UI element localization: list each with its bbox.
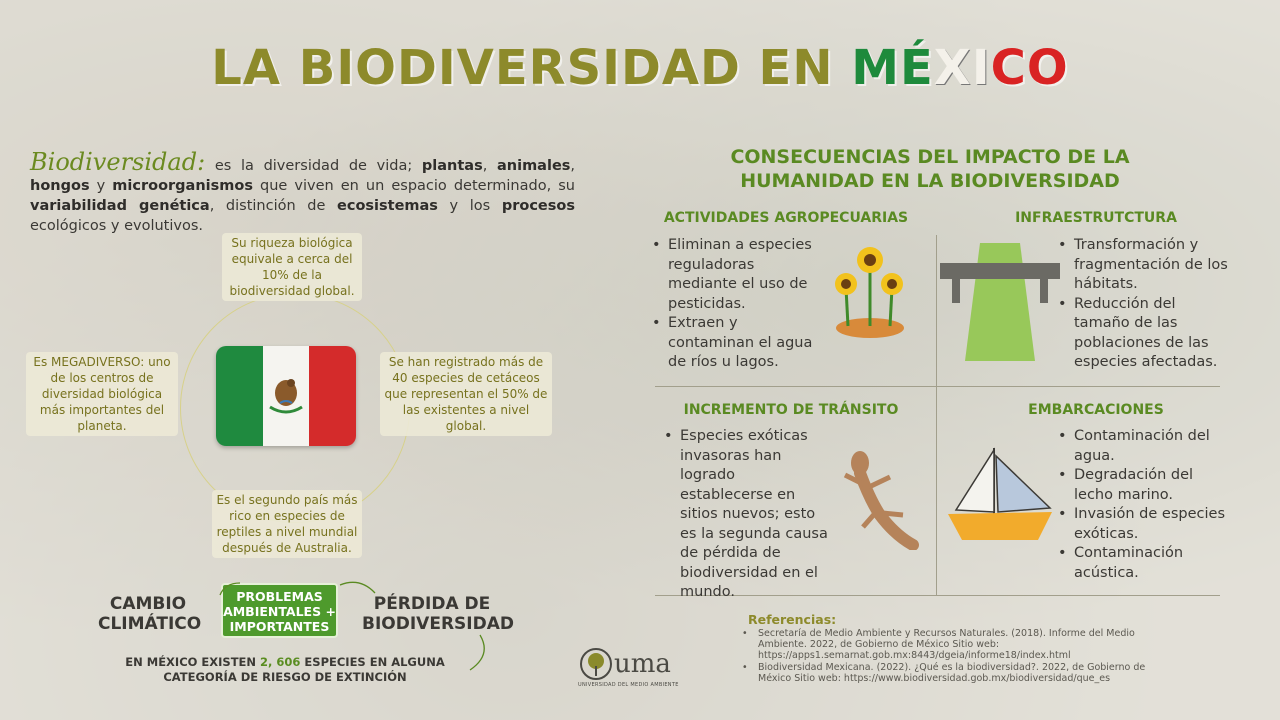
reference-item: • Secretaría de Medio Ambiente y Recursos Naturales. (2018). Informe del Medio Ambiente. 2022, de Gobierno de México Sitio web: https://apps1.semarnat.gob.mx:8443/dgeia/informe18/index.html [740, 628, 1160, 661]
title-letter: M [851, 40, 900, 96]
definition-bold: microorganismos [112, 178, 253, 194]
eagle-emblem-icon [266, 373, 306, 419]
transit-title: INCREMENTO DE TRÁNSITO [683, 402, 899, 418]
flag-green-stripe [216, 346, 263, 446]
definition-bold: procesos [501, 198, 575, 214]
agro-list [652, 236, 822, 373]
uma-logo-icon [578, 646, 703, 690]
logo-row [578, 646, 703, 682]
sailboat-icon [942, 446, 1057, 546]
definition-bold: ecosistemas [337, 198, 438, 214]
infra-title: INFRAESTRUTCTURA [1015, 210, 1177, 226]
risk-number: 2, 606 [260, 655, 301, 669]
title-letter: I [971, 40, 991, 96]
list-item: • Contaminación del agua. [1058, 427, 1228, 466]
definition-text: que viven en un espacio determinado, su [252, 178, 575, 194]
grid-divider-horizontal [655, 386, 1220, 387]
definition-paragraph [30, 148, 576, 236]
risk-text: ESPECIES EN ALGUNA CATEGORÍA DE RIESGO DE EXTINCIÓN [163, 655, 445, 684]
list-item: • Degradación del lecho marino. [1058, 466, 1228, 505]
gecko-icon [835, 445, 920, 550]
list-item: • Eliminan a especies reguladoras mediante el uso de pesticidas. [652, 236, 822, 314]
title-letter: É [900, 40, 934, 96]
list-item: • Invasión de especies exóticas. [1058, 505, 1228, 544]
page-title [0, 40, 1280, 96]
definition-text: ecológicos y evolutivos. [30, 218, 204, 234]
definition-term: Biodiversidad: [30, 148, 206, 176]
definition-bold: animales [497, 158, 571, 174]
definition-text: y [89, 178, 113, 194]
problems-box: PROBLEMAS AMBIENTALES + IMPORTANTES [221, 583, 338, 638]
definition-text: , distinción de [209, 198, 338, 214]
fact-bottom: Es el segundo país más rico en especies de reptiles a nivel mundial después de Australia. [212, 490, 362, 558]
definition-text: , [482, 158, 497, 174]
boats-list [1058, 427, 1228, 583]
reference-item: • Biodiversidad Mexicana. (2022). ¿Qué es la biodiversidad?. 2022, de Gobierno de México Sitio web: https://www.biodiversidad.gob.mx/biodiversidad/que_es [740, 662, 1160, 684]
highway-icon [940, 243, 1060, 363]
flag-white-stripe [263, 346, 310, 446]
sunflower-icon [830, 242, 910, 342]
extinction-risk-text [100, 655, 470, 685]
climate-change-label: CAMBIO CLIMÁTICO [98, 594, 202, 634]
boats-title: EMBARCACIONES [1028, 402, 1164, 418]
list-item: • Contaminación acústica. [1058, 544, 1228, 583]
definition-bold: hongos [30, 178, 90, 194]
infra-list [1058, 236, 1228, 373]
definition-text: , [570, 158, 576, 174]
definition-bold: plantas [421, 158, 483, 174]
grid-divider-vertical [936, 235, 937, 595]
consequences-title: CONSECUENCIAS DEL IMPACTO DE LA HUMANIDAD EN LA BIODIVERSIDAD [730, 146, 1130, 192]
list-item: • Reducción del tamaño de las poblaciones de las especies afectadas. [1058, 295, 1228, 373]
agro-title: ACTIVIDADES AGROPECUARIAS [663, 210, 909, 226]
tree-logo-icon [578, 646, 614, 682]
fact-right: Se han registrado más de 40 especies de cetáceos que representan el 50% de las existentes a nivel global. [380, 352, 552, 436]
title-letter: C [990, 40, 1027, 96]
references-title: Referencias: [748, 612, 837, 627]
risk-text: EN MÉXICO EXISTEN [125, 655, 261, 669]
references-list [740, 628, 1160, 685]
list-item: • Extraen y contaminan el agua de ríos u lagos. [652, 314, 822, 373]
fact-top: Su riqueza biológica equivale a cerca del 10% de la biodiversidad global. [222, 233, 362, 301]
title-text: LA BIODIVERSIDAD EN [211, 40, 852, 96]
definition-text: y los [437, 198, 502, 214]
logo-subtitle: UNIVERSIDAD DEL MEDIO AMBIENTE [578, 682, 679, 688]
fact-left: Es MEGADIVERSO: uno de los centros de diversidad biológica más importantes del planeta. [26, 352, 178, 436]
logo-text: uma [614, 649, 671, 679]
title-letter: X [933, 40, 972, 96]
list-item: • Transformación y fragmentación de los hábitats. [1058, 236, 1228, 295]
definition-bold: variabilidad genética [30, 198, 210, 214]
definition-text: es la diversidad de vida; [205, 158, 422, 174]
list-item: • Especies exóticas invasoras han logrado establecerse en sitios nuevos; esto es la segunda causa de pérdida de biodiversidad en el mundo. [664, 427, 829, 603]
flag-icon [216, 346, 356, 446]
flag-red-stripe [309, 346, 356, 446]
title-letter: O [1026, 40, 1069, 96]
biodiversity-loss-label: PÉRDIDA DE BIODIVERSIDAD [362, 594, 514, 634]
transit-list [664, 427, 829, 603]
